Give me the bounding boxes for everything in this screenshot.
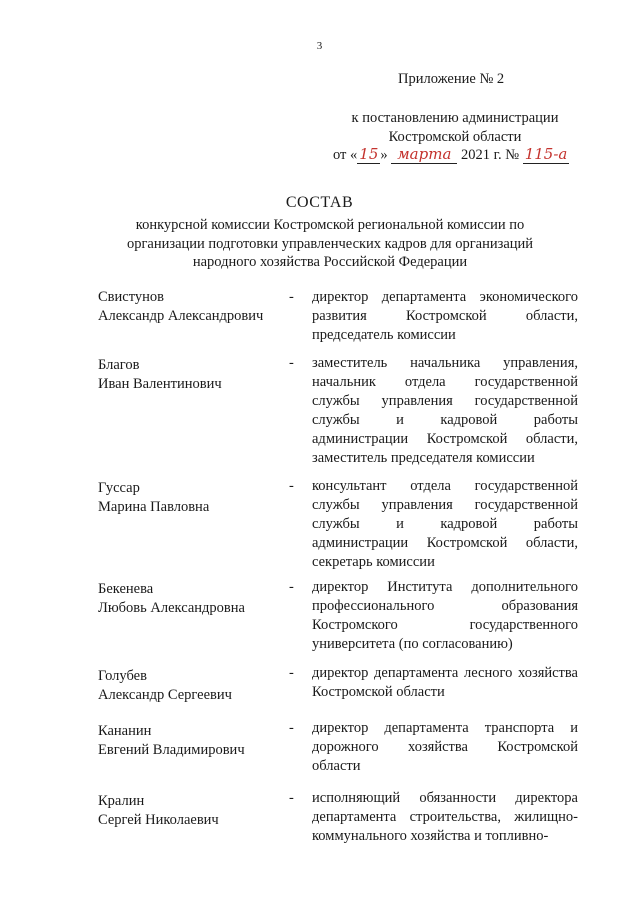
member-dash: - (289, 790, 294, 806)
member-role: исполняющий обязанности директора департамента строительства, жилищно-коммунального хозяйства и топливно- (312, 790, 578, 844)
member-dash: - (289, 665, 294, 681)
appendix-heading: Приложение № 2 (398, 71, 505, 87)
member-role: директор департамента транспорта и дорожного хозяйства Костромской области (312, 720, 578, 774)
member-given-name: Иван Валентинович (98, 376, 222, 392)
member-name (98, 288, 288, 326)
member-dash: - (289, 478, 294, 494)
member-name (98, 667, 288, 705)
member-role: директор Института дополнительного профессионального образования Костромского государственного университета (по согласованию) (312, 579, 578, 652)
member-role: заместитель начальника управления, начальник отдела государственной службы управления государственной службы и кадровой работы администрации Костромской области, заместитель председателя комиссии (312, 355, 578, 466)
member-name (98, 356, 288, 394)
member-name (98, 580, 288, 618)
member-surname: Свистунов (98, 289, 164, 305)
member-role: консультант отдела государственной службы управления государственной службы и кадровой работы администрации Костромской области, секретарь комиссии (312, 478, 578, 570)
date-prefix: от « (333, 147, 358, 163)
member-surname: Кананин (98, 723, 152, 739)
handwritten-resolution-number: 115-а (524, 145, 568, 163)
member-name (98, 722, 288, 760)
member-dash: - (289, 289, 294, 305)
member-given-name: Александр Александрович (98, 308, 264, 324)
handwritten-day: 15 (359, 145, 379, 163)
date-close-quote: » (380, 147, 388, 163)
member-name (98, 479, 288, 517)
member-given-name: Александр Сергеевич (98, 687, 232, 703)
member-dash: - (289, 579, 294, 595)
member-surname: Гуссар (98, 480, 140, 496)
member-surname: Голубев (98, 668, 147, 684)
page-number: 3 (316, 40, 323, 52)
handwritten-month: марта (391, 145, 457, 164)
resolution-line: к постановлению администрации (351, 110, 559, 126)
date-year-number-label: 2021 г. № (461, 147, 520, 163)
resolution-reference (320, 109, 590, 147)
member-given-name: Любовь Александровна (98, 600, 245, 616)
member-role: директор департамента лесного хозяйства Костромской области (312, 665, 578, 700)
member-surname: Благов (98, 357, 140, 373)
member-name (98, 792, 288, 830)
member-given-name: Марина Павловна (98, 499, 210, 515)
member-surname: Бекенева (98, 581, 154, 597)
document-title: СОСТАВ (285, 194, 354, 211)
resolution-line: Костромской области (388, 129, 522, 145)
document-subtitle: конкурсной комиссии Костромской региональной комиссии по организации подготовки управленческих кадров для организаций народного хозяйства Российской Федерации (126, 217, 534, 270)
member-given-name: Сергей Николаевич (98, 812, 219, 828)
resolution-date-line (333, 145, 569, 164)
member-surname: Кралин (98, 793, 145, 809)
member-role: директор департамента экономического развития Костромской области, председатель комиссии (312, 289, 578, 343)
member-dash: - (289, 355, 294, 371)
member-dash: - (289, 720, 294, 736)
member-given-name: Евгений Владимирович (98, 742, 245, 758)
